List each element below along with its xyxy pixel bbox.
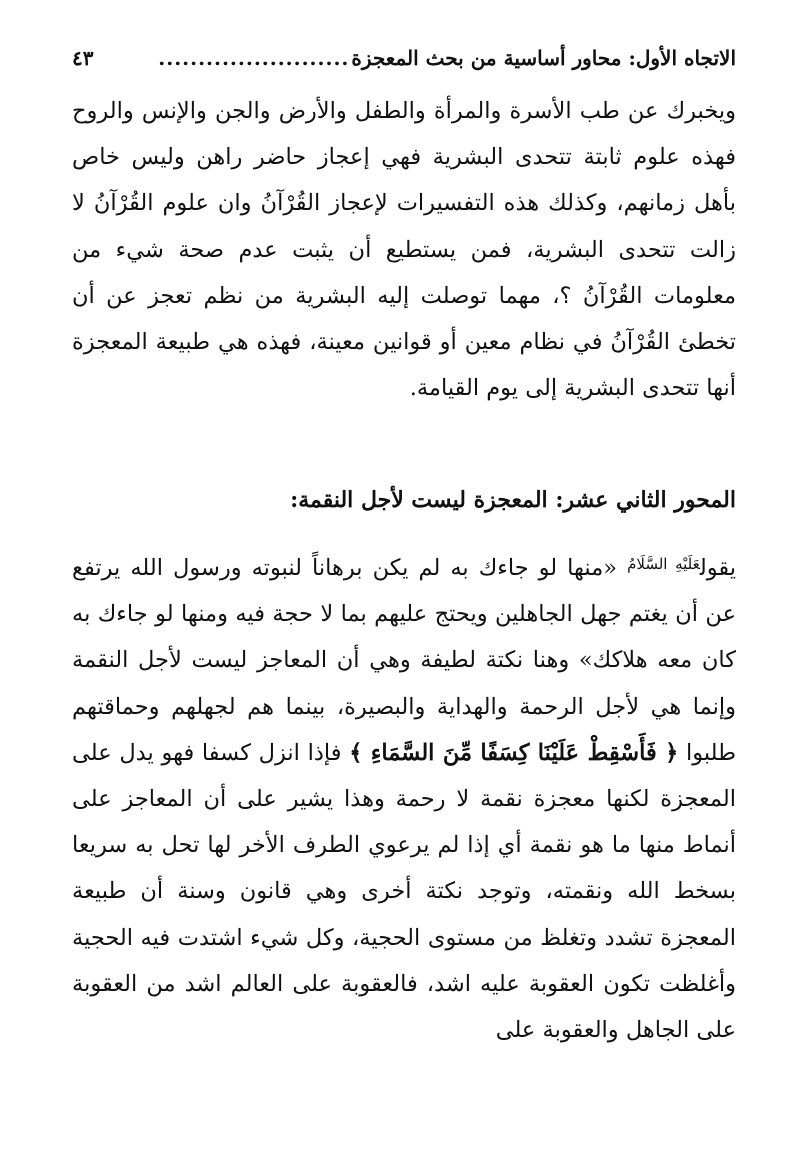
honorific-symbol: عَلَيْهِ السَّلَامُ <box>627 555 700 573</box>
section-heading: المحور الثاني عشر: المعجزة ليست لأجل النقمة: <box>290 487 736 513</box>
header-dot-leader: ........................ <box>158 46 350 70</box>
paragraph-1 <box>72 88 736 416</box>
paragraph-2-opening: يقول <box>699 555 736 581</box>
paragraph-2-text <box>72 541 736 1053</box>
paragraph-2-text-before-verse: «منها لو جاءك به لم يكن برهاناً لنبوته ورسول الله يرتفع عن أن يغتم جهل الجاهلين ويحتج عليهم بما لا حجة فيه ومنها لو جاءك به كان معه هلاكك» وهنا نكتة لطيفة وهي أن المعاجز ليست لأجل النقمة وإنما هي لأجل الرحمة والهداية والبصيرة، بينما هم لجهلهم وحماقتهم طلبوا <box>72 555 736 766</box>
paragraph-1-text: ويخبرك عن طب الأسرة والمرأة والطفل والأرض والجن والإنس والروح فهذه علوم ثابتة تتحدى البشرية فهي إعجاز حاضر راهن وليس خاص بأهل زمانهم، وكذلك هذه التفسيرات لإعجاز القُرْآنُ وان علوم القُرْآنُ لا زالت تتحدى البشرية، فمن يستطيع أن يثبت عدم صحة شيء من معلومات القُرْآنُ ؟، مهما توصلت إليه البشرية من نظم تعجز عن أن تخطئ القُرْآنُ في نظام معين أو قوانين معينة، فهذه هي طبيعة المعجزة أنها تتحدى البشرية إلى يوم القيامة. <box>72 98 736 402</box>
quran-verse: ﴿ فَأَسْقِطْ عَلَيْنَا كِسَفًا مِّنَ السَّمَاءِ ﴾ <box>349 739 679 766</box>
paragraph-2-text-after-verse: فإذا انزل كسفا فهو يدل على المعجزة لكنها معجزة نقمة لا رحمة وهذا يشير على أن المعاجز على أنماط منها ما هو نقمة أي إذا لم يرعوي الطرف الأخر لها تحل به سريعا بسخط الله ونقمته، وتوجد نكتة أخرى وهي قانون وسنة أن طبيعة المعجزة تشدد وتغلظ من مستوى الحجية، وكل شيء اشتدت فيه الحجية وأغلظت تكون العقوبة عليه اشد، فالعقوبة على العالم اشد من العقوبة على الجاهل والعقوبة على <box>72 739 736 1044</box>
running-header <box>72 38 736 78</box>
header-title: الاتجاه الأول: محاور أساسية من بحث المعجزة <box>351 46 736 70</box>
page-number: ٤٣ <box>72 46 94 70</box>
paragraph-2 <box>72 541 736 1091</box>
